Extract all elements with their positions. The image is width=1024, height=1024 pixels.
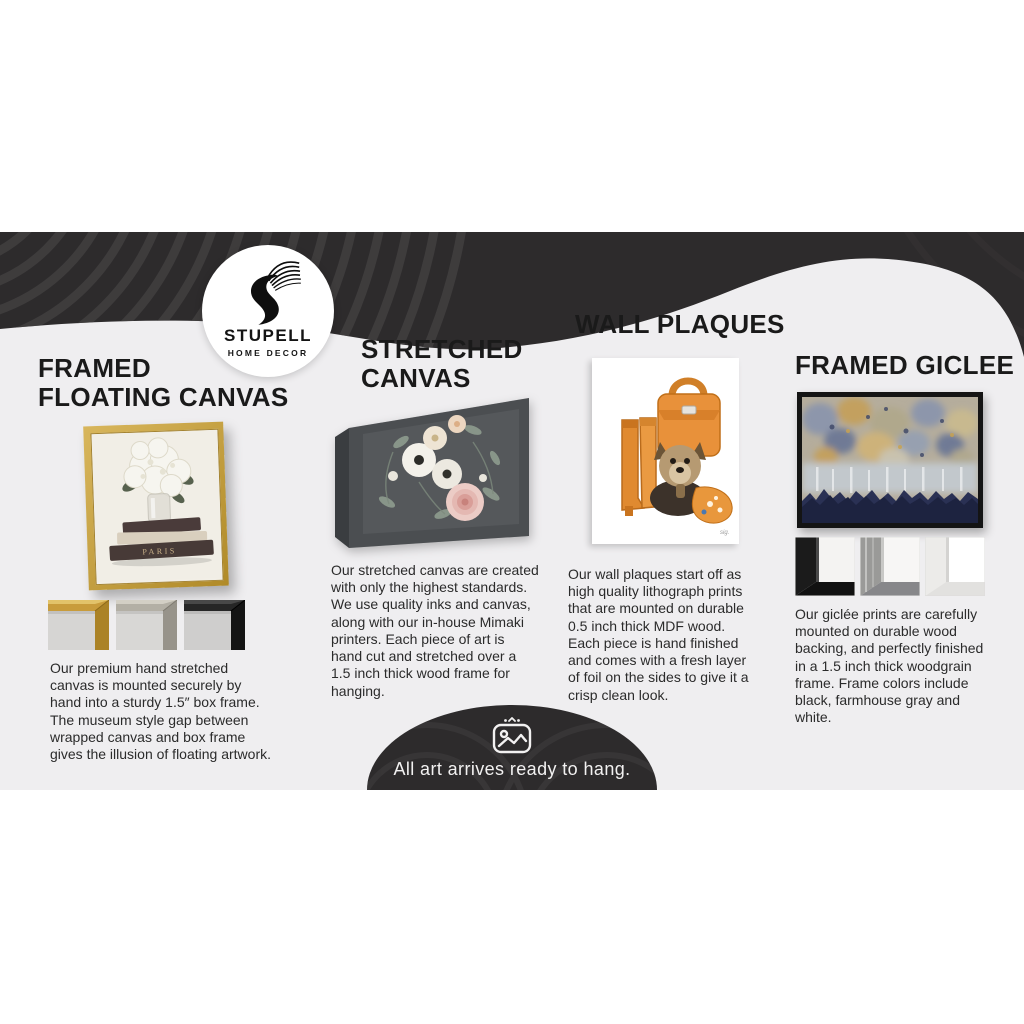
section-title-wall-plaques: WALL PLAQUES (575, 309, 785, 339)
frame-swatch-white-icon (925, 537, 985, 596)
brand-name: STUPELL (224, 326, 312, 345)
section-title-framed-giclee: FRAMED GICLEE (795, 350, 1015, 380)
section-title-stretched-canvas: STRETCHED CANVAS (361, 334, 523, 394)
section-description-stretched-canvas: Our stretched canvas are created with only the highest standards. We use quality inks and canvas, along with our in-house Mimaki printers. Each piece of art is hand cut and stretched over a 1.5 inch thick wood frame for hanging. (331, 562, 539, 699)
frame-swatch-black-icon (795, 537, 855, 596)
brand-logo (202, 245, 334, 377)
frame-swatch-gray-icon (860, 537, 920, 596)
section-description-framed-floating-canvas: Our premium hand stretched canvas is mounted securely by hand into a sturdy 1.5″ box frame. The museum style gap between wrapped canvas and box frame gives the illusion of floating artwork. (50, 660, 271, 763)
footer-badge (367, 705, 657, 790)
section-description-framed-giclee: Our giclée prints are carefully mounted on durable wood backing, and perfectly finished in a 1.5 inch thick woodgrain frame. Frame colors include black, farmhouse gray and white. (795, 606, 984, 726)
framed-picture-icon (488, 715, 536, 755)
svg-text:sig.: sig. (720, 530, 730, 536)
floating-canvas-frame-swatches (48, 600, 245, 650)
stupell-s-swoosh-icon (232, 255, 304, 329)
banner (0, 232, 1024, 790)
yorkie-fashion-artwork (592, 358, 739, 544)
frame-swatch-black-icon (184, 600, 245, 650)
footer-message: All art arrives ready to hang. (393, 759, 631, 779)
giclee-frame-swatches (795, 537, 985, 596)
frame-swatch-gold-icon (48, 600, 109, 650)
svg-text:PARIS: PARIS (142, 546, 177, 557)
section-title-framed-floating-canvas: FRAMED FLOATING CANVAS (38, 353, 289, 413)
brand-tagline: HOME DECOR (227, 348, 309, 358)
frame-swatch-silver-icon (116, 600, 177, 650)
wall-plaque-product-image (592, 358, 739, 544)
dark-floral-canvas-artwork (323, 382, 537, 564)
stretched-canvas-product-image (323, 382, 537, 564)
hydrangea-paris-artwork (91, 430, 222, 582)
section-description-wall-plaques: Our wall plaques start off as high quality lithograph prints that are mounted on durable 0.5 inch thick MDF wood. Each piece is hand finished and comes with a fresh layer of foil on the sides to give it a crisp clean look. (568, 566, 749, 703)
floating-canvas-product-image (83, 422, 229, 591)
abstract-navy-gold-artwork (802, 397, 978, 523)
framed-giclee-product-image (797, 392, 983, 528)
